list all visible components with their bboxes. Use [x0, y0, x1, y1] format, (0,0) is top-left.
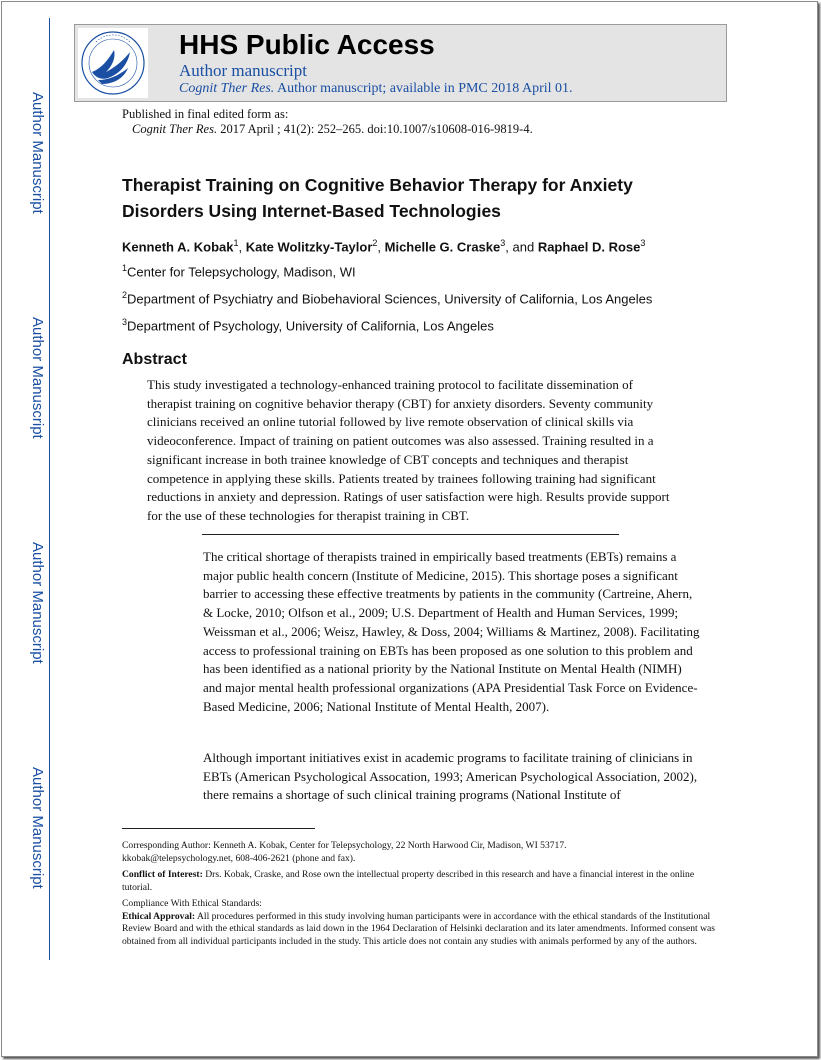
author-list: Kenneth A. Kobak$^1$, Kate Wolitzky-Taylor$^2$, Michelle G. Craske$^3$, and Raphael D. Rose$^3$: [122, 238, 646, 255]
published-info: Published in final edited form as: Cognit Ther Res. 2017 April ; 41(2): 252–265. doi:10.1007/s10608-016-9819-4.: [122, 107, 533, 136]
hhs-eagle-seal-icon: [78, 28, 148, 98]
affiliation: $^2$Department of Psychiatry and Biobehavioral Sciences, University of California, Los Angeles: [122, 290, 653, 307]
contact-email[interactable]: kkobak@telepsychology.net, 608-406-2621 (phone and fax).: [122, 852, 356, 864]
side-label-author-manuscript: Author Manuscript: [29, 542, 46, 664]
author-name[interactable]: Raphael D. Rose: [537, 239, 641, 255]
side-label-author-manuscript: Author Manuscript: [29, 92, 46, 214]
footnotes: [122, 840, 722, 952]
doi-citation[interactable]: 2017 April ; 41(2): 252–265. doi:10.1007/s10608-016-9819-4.: [220, 122, 533, 136]
author-name[interactable]: Michelle G. Craske: [384, 239, 501, 255]
margin-rule: [49, 18, 50, 960]
body-paragraph: Although important initiatives exist in academic programs to facilitate training of clinicians in EBTs (American Psychological Assocation, 1993; American Psychological Association, 2002), there remains a shortage of such clinical training programs (National Institute of: [203, 750, 698, 803]
author-manuscript-label: Author manuscript: [179, 61, 307, 80]
abstract-text: This study investigated a technology-enhanced training protocol to facilitate dissemination of therapist training on cognitive behavior therapy (CBT) for anxiety disorders. Seventy community clinicians received an online tutorial followed by live remote observation of clinical skills via videoconference. Impact of training on patient outcomes was also assessed. Training resulted in a significant increase in both trainee knowledge of CBT concepts and techniques and therapist competence in applying these skills. Patients treated by trainees following training had significant reductions in anxiety and depression. Ratings of user satisfaction were high. Results provide support for the use of these technologies for therapist training in CBT.: [147, 377, 670, 523]
journal-abbrev[interactable]: Cognit Ther Res.: [179, 81, 275, 96]
body-paragraph: The critical shortage of therapists trained in empirically based treatments (EBTs) remains a major public health concern (Institute of Medicine, 2015). This shortage poses a significant barrier to accessing these effective treatments by patients in the community (Cartreine, Ahern, & Locke, 2010; Olfson et al., 2009; U.S. Department of Health and Human Services, 1999; Weissman et al., 2006; Weisz, Hawley, & Doss, 2004; Williams & Martinez, 2008). Facilitating access to professional training on EBTs has been proposed as one solution to this problem and has been identified as a national priority by the National Institute on Mental Health (NIMH) and major mental health professional organizations (APA Presidential Task Force on Evidence-Based Medicine, 2006; National Institute of Mental Health, 2007).: [203, 549, 700, 714]
published-journal: Cognit Ther Res.: [132, 122, 218, 136]
hhs-public-access-title: HHS Public Access: [179, 29, 435, 60]
side-label-author-manuscript: Author Manuscript: [29, 767, 46, 889]
affiliation: $^3$Department of Psychology, University of California, Los Angeles: [122, 317, 494, 334]
article-title: Therapist Training on Cognitive Behavior Therapy for Anxiety Disorders Using Internet-Based Technologies: [122, 175, 633, 221]
author-name[interactable]: Kate Wolitzky-Taylor: [245, 239, 373, 255]
author-name[interactable]: Kenneth A. Kobak: [122, 239, 234, 255]
conflict-of-interest: Conflict of Interest: Drs. Kobak, Craske, and Rose own the intellectual property described in this research and have a financial interest in the online tutorial.: [122, 869, 695, 893]
availability-line: Cognit Ther Res. Author manuscript; available in PMC 2018 April 01.: [179, 81, 573, 96]
side-label-author-manuscript: Author Manuscript: [29, 317, 46, 439]
section-divider: [202, 534, 619, 535]
footnote-divider: [122, 828, 315, 829]
hhs-header: [74, 24, 727, 102]
corresponding-author: Corresponding Author: Kenneth A. Kobak, Center for Telepsychology, 22 North Harwood Cir, Madison, WI 53717.: [122, 840, 567, 851]
affiliation: $^1$Center for Telepsychology, Madison, WI: [122, 263, 356, 280]
abstract-heading: Abstract: [122, 351, 187, 368]
ethical-standards: Compliance With Ethical Standards: Ethical Approval: All procedures performed in this study involving human participants were in accordance with the ethical standards of the Institutional Review Board and with the ethical standards as laid down in the 1964 Declaration of Helsinki declaration and its later amendments. Informed consent was obtained from all individual participants included in the study. This article does not contain any studies with animals performed by any of the authors.: [122, 898, 716, 947]
